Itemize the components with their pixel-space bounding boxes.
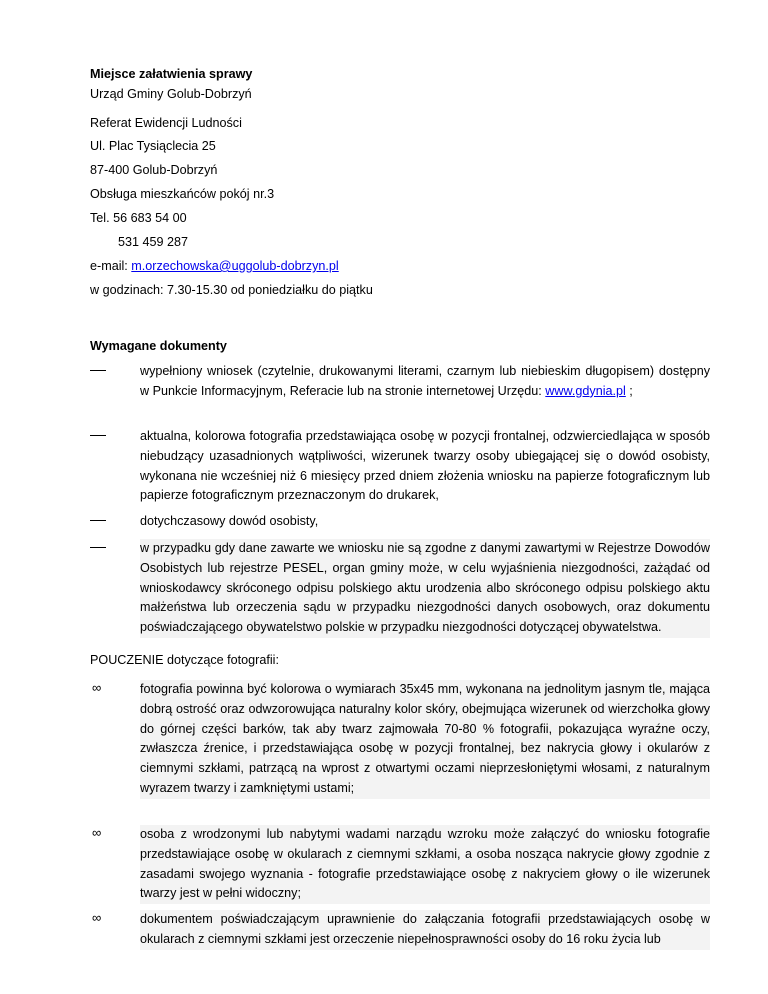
dash-bullet xyxy=(90,370,106,371)
instructions-item-1: fotografia powinna być kolorowa o wymiarach 35x45 mm, wykonana na jednolitym jasnym tle, mająca dobrą ostrość oraz odwzorowująca naturalny kolor skóry, obejmująca wizerunek od wierzchołka głowy do górnej części barków, tak aby twarz zajmowała 70-80 % fotografii, pokazująca wyraźne oczy, zwłaszcza źrenice, i przedstawiająca osobę w pozycji frontalnej, bez nakrycia głowy i okularów z ciemnymi szkłami, patrzącą na wprost z otwartymi oczami nieprzesłoniętymi włosami, z naturalnym wyrazem twarzy i zamkniętymi ustami; xyxy=(140,680,710,799)
office-phone: Tel. 56 683 54 00 xyxy=(90,211,187,225)
instructions-item-2: osoba z wrodzonymi lub nabytymi wadami narządu wzroku może załączyć do wniosku fotografie przedstawiające osobę w okularach z ciemnymi szkłami, a osoba nosząca nakrycie głowy zgodnie z zasadami swojego wyznania - fotografie przedstawiające osobę z nakryciem głowy o ile wizerunek twarzy jest w pełni widoczny; xyxy=(140,825,710,904)
documents-item-4: w przypadku gdy dane zawarte we wniosku nie są zgodne z danymi zawartymi w Rejestrze Dowodów Osobistych lub rejestrze PESEL, organ gminy może, w celu wyjaśnienia niezgodności, zażądać od wnioskodawcy skróconego odpisu polskiego aktu urodzenia albo skróconego odpisu polskiego aktu małżeństwa lub orzeczenia sądu w przypadku niezgodności danych osobowych, oraz dokumentu poświadczającego obywatelstwo polskie w przypadku niezgodności dotyczącej obywatelstwa. xyxy=(140,539,710,638)
documents-item-2: aktualna, kolorowa fotografia przedstawiająca osobę w pozycji frontalnej, odzwierciedlająca w sposób niebudzący uzasadnionych wątpliwości, wizerunek twarzy osoby ubiegającej się o dowód osobisty, wykonana nie wcześniej niż 6 miesięcy przed dniem złożenia wniosku na papierze fotograficznym lub papierze fotograficznym przeznaczonym do drukarek, xyxy=(140,429,710,503)
office-phone-2: 531 459 287 xyxy=(118,235,189,249)
instructions-item-3: dokumentem poświadczającym uprawnienie do załączania fotografii przedstawiających osobę w okularach z ciemnymi szkłami jest orzeczenie niepełnosprawności osoby do 16 roku życia lub xyxy=(140,910,710,950)
dash-bullet xyxy=(90,435,106,436)
dash-bullet xyxy=(90,520,106,521)
office-room: Obsługa mieszkańców pokój nr.3 xyxy=(90,187,275,201)
documents-item-1-suffix: ; xyxy=(625,383,633,398)
email-label: e-mail: xyxy=(90,259,132,273)
office-heading: Miejsce załatwienia sprawy xyxy=(90,67,253,81)
office-postal-code: 87-400 Golub-Dobrzyń xyxy=(90,163,218,177)
documents-heading: Wymagane dokumenty xyxy=(90,339,227,353)
infinity-bullet-icon: ∞ xyxy=(92,680,102,695)
documents-item-1-text: wypełniony wniosek (czytelnie, drukowanymi literami, czarnym lub niebieskim długopisem) dostępny w Punkcie Informacyjnym, Referacie lub na stronie internetowej Urzędu: xyxy=(140,364,710,398)
documents-item-1 xyxy=(140,362,710,402)
infinity-bullet-icon: ∞ xyxy=(92,825,102,840)
infinity-bullet-icon: ∞ xyxy=(92,910,102,925)
office-street: Ul. Plac Tysiąclecia 25 xyxy=(90,139,216,153)
dash-bullet xyxy=(90,547,106,548)
office-name: Urząd Gminy Golub-Dobrzyń xyxy=(90,87,252,101)
office-hours: w godzinach: 7.30-15.30 od poniedziałku do piątku xyxy=(90,283,373,297)
office-email-line xyxy=(90,258,339,274)
email-link[interactable]: m.orzechowska@uggolub-dobrzyn.pl xyxy=(131,259,339,273)
office-department: Referat Ewidencji Ludności xyxy=(90,116,242,130)
documents-item-3: dotychczasowy dowód osobisty, xyxy=(140,514,319,528)
instructions-heading: POUCZENIE dotyczące fotografii: xyxy=(90,653,279,667)
website-link[interactable]: www.gdynia.pl xyxy=(545,383,626,398)
